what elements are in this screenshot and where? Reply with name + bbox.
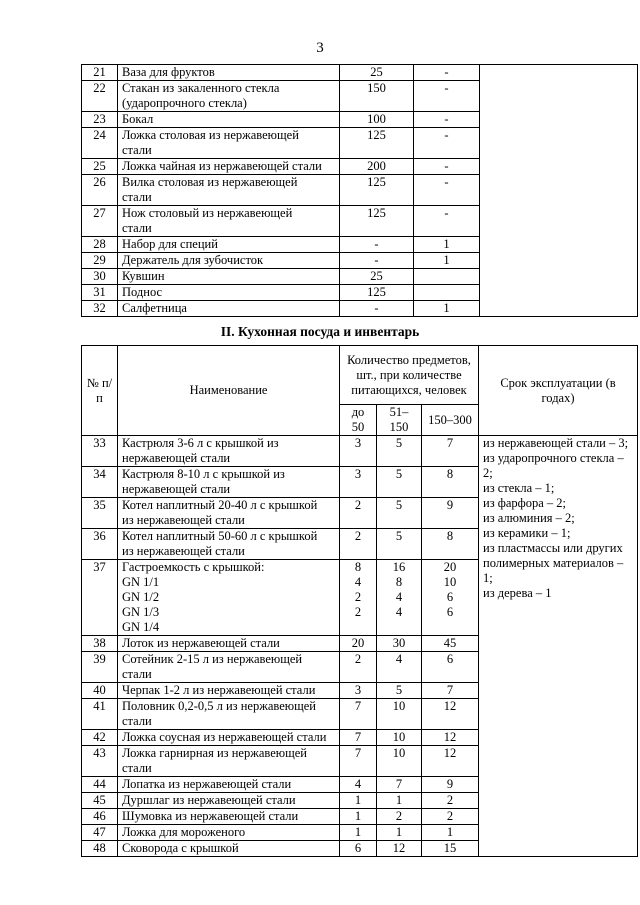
- header-num: № п/п: [82, 346, 118, 436]
- row-name: [118, 467, 340, 498]
- row-mark: -: [414, 81, 480, 112]
- row-qty-c: 12: [422, 746, 479, 777]
- row-name-line: Ложка для мороженого: [122, 825, 246, 839]
- row-name: [118, 159, 340, 175]
- row-name: [118, 285, 340, 301]
- row-name-line: Ваза для фруктов: [122, 65, 215, 79]
- row-qty-a: 3: [340, 683, 377, 699]
- header-sub-0: до 50: [340, 405, 377, 436]
- row-mark: [414, 269, 480, 285]
- row-name-line: Нож столовый из нержавеющей: [122, 206, 293, 220]
- row-number: 47: [82, 825, 118, 841]
- row-number: 41: [82, 699, 118, 730]
- row-number: 44: [82, 777, 118, 793]
- row-number: 27: [82, 206, 118, 237]
- row-name: [118, 253, 340, 269]
- row-qty-a: 3: [340, 436, 377, 467]
- row-name-line: Кастрюля 8-10 л с крышкой из: [122, 467, 285, 481]
- row-name-line: стали: [122, 190, 152, 204]
- row-qty-b: 10: [377, 746, 422, 777]
- row-name-line: Сотейник 2-15 л из нержавеющей: [122, 652, 303, 666]
- row-qty-a: 20: [340, 636, 377, 652]
- row-name: [118, 841, 340, 857]
- row-name-line: Ложка столовая из нержавеющей: [122, 128, 299, 142]
- row-name-line: Держатель для зубочисток: [122, 253, 264, 267]
- row-name-line: стали: [122, 667, 152, 681]
- row-number: 28: [82, 237, 118, 253]
- row-quantity: 125: [340, 175, 414, 206]
- row-quantity: 125: [340, 206, 414, 237]
- row-number: 33: [82, 436, 118, 467]
- row-qty-a: 6: [340, 841, 377, 857]
- row-qty-c: 9: [422, 498, 479, 529]
- row-name-line: стали: [122, 143, 152, 157]
- row-qty-line: 10: [443, 575, 457, 589]
- row-name: [118, 112, 340, 128]
- row-name-line: Дуршлаг из нержавеющей стали: [122, 793, 296, 807]
- row-empty-cell: [480, 65, 638, 317]
- row-qty-a: 7: [340, 699, 377, 730]
- row-quantity: 25: [340, 269, 414, 285]
- row-quantity: 150: [340, 81, 414, 112]
- row-name: [118, 809, 340, 825]
- row-qty-c: 2: [422, 809, 479, 825]
- row-name-line: стали: [122, 761, 152, 775]
- header-term: Срок эксплуатации (в годах): [479, 346, 638, 436]
- row-mark: -: [414, 206, 480, 237]
- row-quantity: 125: [340, 128, 414, 159]
- row-name-line: Вилка столовая из нержавеющей: [122, 175, 298, 189]
- header-sub-2: 150–300: [422, 405, 479, 436]
- row-name: [118, 498, 340, 529]
- row-name: [118, 206, 340, 237]
- row-number: 36: [82, 529, 118, 560]
- row-name-line: Лоток из нержавеющей стали: [122, 636, 280, 650]
- row-qty-a: 1: [340, 809, 377, 825]
- row-qty-line: 4: [395, 590, 403, 604]
- row-name-line: Черпак 1-2 л из нержавеющей стали: [122, 683, 316, 697]
- row-name: [118, 825, 340, 841]
- row-qty-c: 12: [422, 699, 479, 730]
- row-name: [118, 652, 340, 683]
- term-note: из нержавеющей стали – 3;: [483, 436, 629, 450]
- row-qty-line: 2: [354, 590, 362, 604]
- row-qty-a: 1: [340, 793, 377, 809]
- row-name: [118, 730, 340, 746]
- row-name: [118, 529, 340, 560]
- row-qty-a: 7: [340, 746, 377, 777]
- row-quantity: -: [340, 237, 414, 253]
- row-mark: -: [414, 65, 480, 81]
- row-name-line: GN 1/4: [122, 620, 160, 634]
- row-number: 38: [82, 636, 118, 652]
- row-name-line: нержавеющей стали: [122, 451, 231, 465]
- row-name: [118, 683, 340, 699]
- row-qty-b: 4: [377, 652, 422, 683]
- row-qty-b: 5: [377, 498, 422, 529]
- row-name-line: GN 1/2: [122, 590, 160, 604]
- table-row: [82, 436, 638, 467]
- row-name-line: из нержавеющей стали: [122, 544, 245, 558]
- row-name-line: Гастроемкость с крышкой:: [122, 560, 265, 574]
- term-note: из пластмассы или других полимерных материалов – 1;: [483, 541, 624, 585]
- row-name: [118, 793, 340, 809]
- row-number: 29: [82, 253, 118, 269]
- row-mark: 1: [414, 237, 480, 253]
- row-name-line: Котел наплитный 50-60 л с крышкой: [122, 529, 318, 543]
- row-qty-a: 2: [340, 498, 377, 529]
- row-qty-c: [422, 560, 479, 636]
- row-name-line: GN 1/3: [122, 605, 160, 619]
- row-name-line: Лопатка из нержавеющей стали: [122, 777, 292, 791]
- row-number: 31: [82, 285, 118, 301]
- row-number: 45: [82, 793, 118, 809]
- row-number: 26: [82, 175, 118, 206]
- row-name-line: стали: [122, 221, 152, 235]
- row-name-line: Половник 0,2-0,5 л из нержавеющей: [122, 699, 316, 713]
- row-number: 23: [82, 112, 118, 128]
- row-quantity: 100: [340, 112, 414, 128]
- row-qty-b: 2: [377, 809, 422, 825]
- row-qty-a: 7: [340, 730, 377, 746]
- row-name: [118, 746, 340, 777]
- row-quantity: -: [340, 301, 414, 317]
- row-qty-c: 9: [422, 777, 479, 793]
- row-name-line: Ложка чайная из нержавеющей стали: [122, 159, 322, 173]
- row-name: [118, 65, 340, 81]
- term-notes: [479, 436, 638, 857]
- row-quantity: 25: [340, 65, 414, 81]
- row-name: [118, 175, 340, 206]
- row-number: 43: [82, 746, 118, 777]
- table-kitchenware: [81, 345, 638, 857]
- row-number: 25: [82, 159, 118, 175]
- row-number: 24: [82, 128, 118, 159]
- row-qty-a: [340, 560, 377, 636]
- row-name: [118, 699, 340, 730]
- row-qty-b: 1: [377, 793, 422, 809]
- row-qty-line: 4: [354, 575, 362, 589]
- row-name-line: Шумовка из нержавеющей стали: [122, 809, 299, 823]
- row-number: 21: [82, 65, 118, 81]
- row-mark: -: [414, 128, 480, 159]
- row-name: [118, 777, 340, 793]
- row-qty-c: 7: [422, 683, 479, 699]
- row-qty-b: [377, 560, 422, 636]
- row-name-line: нержавеющей стали: [122, 482, 231, 496]
- row-qty-b: 5: [377, 529, 422, 560]
- row-name-line: Салфетница: [122, 301, 187, 315]
- table-row: [82, 65, 638, 81]
- row-name: [118, 128, 340, 159]
- row-qty-c: 1: [422, 825, 479, 841]
- row-number: 32: [82, 301, 118, 317]
- row-qty-a: 2: [340, 652, 377, 683]
- row-mark: 1: [414, 301, 480, 317]
- row-qty-line: 8: [354, 560, 362, 574]
- row-name: [118, 636, 340, 652]
- row-qty-b: 10: [377, 699, 422, 730]
- row-qty-c: 8: [422, 529, 479, 560]
- row-qty-c: 15: [422, 841, 479, 857]
- section-title: II. Кухонная посуда и инвентарь: [220, 324, 420, 339]
- row-name-line: (ударопрочного стекла): [122, 96, 247, 110]
- row-name-line: из нержавеющей стали: [122, 513, 245, 527]
- row-name-line: стали: [122, 714, 152, 728]
- row-qty-line: 6: [446, 590, 454, 604]
- header-sub-1: 51–150: [377, 405, 422, 436]
- term-note: из ударопрочного стекла – 2;: [483, 451, 624, 480]
- row-qty-b: 30: [377, 636, 422, 652]
- row-name-line: Кастрюля 3-6 л с крышкой из: [122, 436, 279, 450]
- row-qty-b: 1: [377, 825, 422, 841]
- row-mark: -: [414, 175, 480, 206]
- row-number: 39: [82, 652, 118, 683]
- row-quantity: -: [340, 253, 414, 269]
- row-qty-b: 7: [377, 777, 422, 793]
- row-name: [118, 560, 340, 636]
- term-note: из алюминия – 2;: [483, 511, 575, 525]
- page-number: 3: [316, 40, 324, 56]
- row-number: 46: [82, 809, 118, 825]
- row-name: [118, 436, 340, 467]
- row-number: 40: [82, 683, 118, 699]
- row-qty-line: 16: [392, 560, 406, 574]
- row-number: 42: [82, 730, 118, 746]
- term-note: из фарфора – 2;: [483, 496, 567, 510]
- row-qty-c: 7: [422, 436, 479, 467]
- row-qty-a: 1: [340, 825, 377, 841]
- row-mark: -: [414, 159, 480, 175]
- row-qty-b: 5: [377, 436, 422, 467]
- row-number: 22: [82, 81, 118, 112]
- row-qty-line: 2: [354, 605, 362, 619]
- row-name-line: Ложка соусная из нержавеющей стали: [122, 730, 327, 744]
- row-qty-b: 5: [377, 467, 422, 498]
- row-quantity: 125: [340, 285, 414, 301]
- row-number: 30: [82, 269, 118, 285]
- term-note: из стекла – 1;: [483, 481, 555, 495]
- table-tableware-continued: [81, 64, 638, 317]
- row-name-line: Набор для специй: [122, 237, 218, 251]
- row-number: 48: [82, 841, 118, 857]
- row-name: [118, 237, 340, 253]
- row-name-line: GN 1/1: [122, 575, 160, 589]
- row-name: [118, 81, 340, 112]
- row-name-line: Стакан из закаленного стекла: [122, 81, 280, 95]
- row-qty-b: 10: [377, 730, 422, 746]
- row-qty-b: 12: [377, 841, 422, 857]
- row-name-line: Бокал: [122, 112, 154, 126]
- row-name: [118, 301, 340, 317]
- row-name-line: Кувшин: [122, 269, 165, 283]
- row-mark: 1: [414, 253, 480, 269]
- row-number: 34: [82, 467, 118, 498]
- row-qty-c: 6: [422, 652, 479, 683]
- row-name: [118, 269, 340, 285]
- row-mark: [414, 285, 480, 301]
- row-quantity: 200: [340, 159, 414, 175]
- row-qty-c: 2: [422, 793, 479, 809]
- header-qty-group: Количество предметов, шт., при количестве питающихся, человек: [340, 346, 479, 405]
- row-qty-c: 12: [422, 730, 479, 746]
- row-number: 37: [82, 560, 118, 636]
- row-qty-a: 4: [340, 777, 377, 793]
- row-mark: -: [414, 112, 480, 128]
- row-qty-line: 6: [446, 605, 454, 619]
- term-note: из дерева – 1: [483, 586, 552, 600]
- row-qty-a: 3: [340, 467, 377, 498]
- row-qty-a: 2: [340, 529, 377, 560]
- row-name-line: Поднос: [122, 285, 163, 299]
- row-qty-line: 8: [395, 575, 403, 589]
- row-number: 35: [82, 498, 118, 529]
- row-qty-b: 5: [377, 683, 422, 699]
- term-note: из керамики – 1;: [483, 526, 571, 540]
- header-name: Наименование: [118, 346, 340, 436]
- row-qty-c: 8: [422, 467, 479, 498]
- row-name-line: Котел наплитный 20-40 л с крышкой: [122, 498, 318, 512]
- row-qty-line: 4: [395, 605, 403, 619]
- row-qty-c: 45: [422, 636, 479, 652]
- row-qty-line: 20: [443, 560, 457, 574]
- row-name-line: Ложка гарнирная из нержавеющей: [122, 746, 307, 760]
- row-name-line: Сковорода с крышкой: [122, 841, 239, 855]
